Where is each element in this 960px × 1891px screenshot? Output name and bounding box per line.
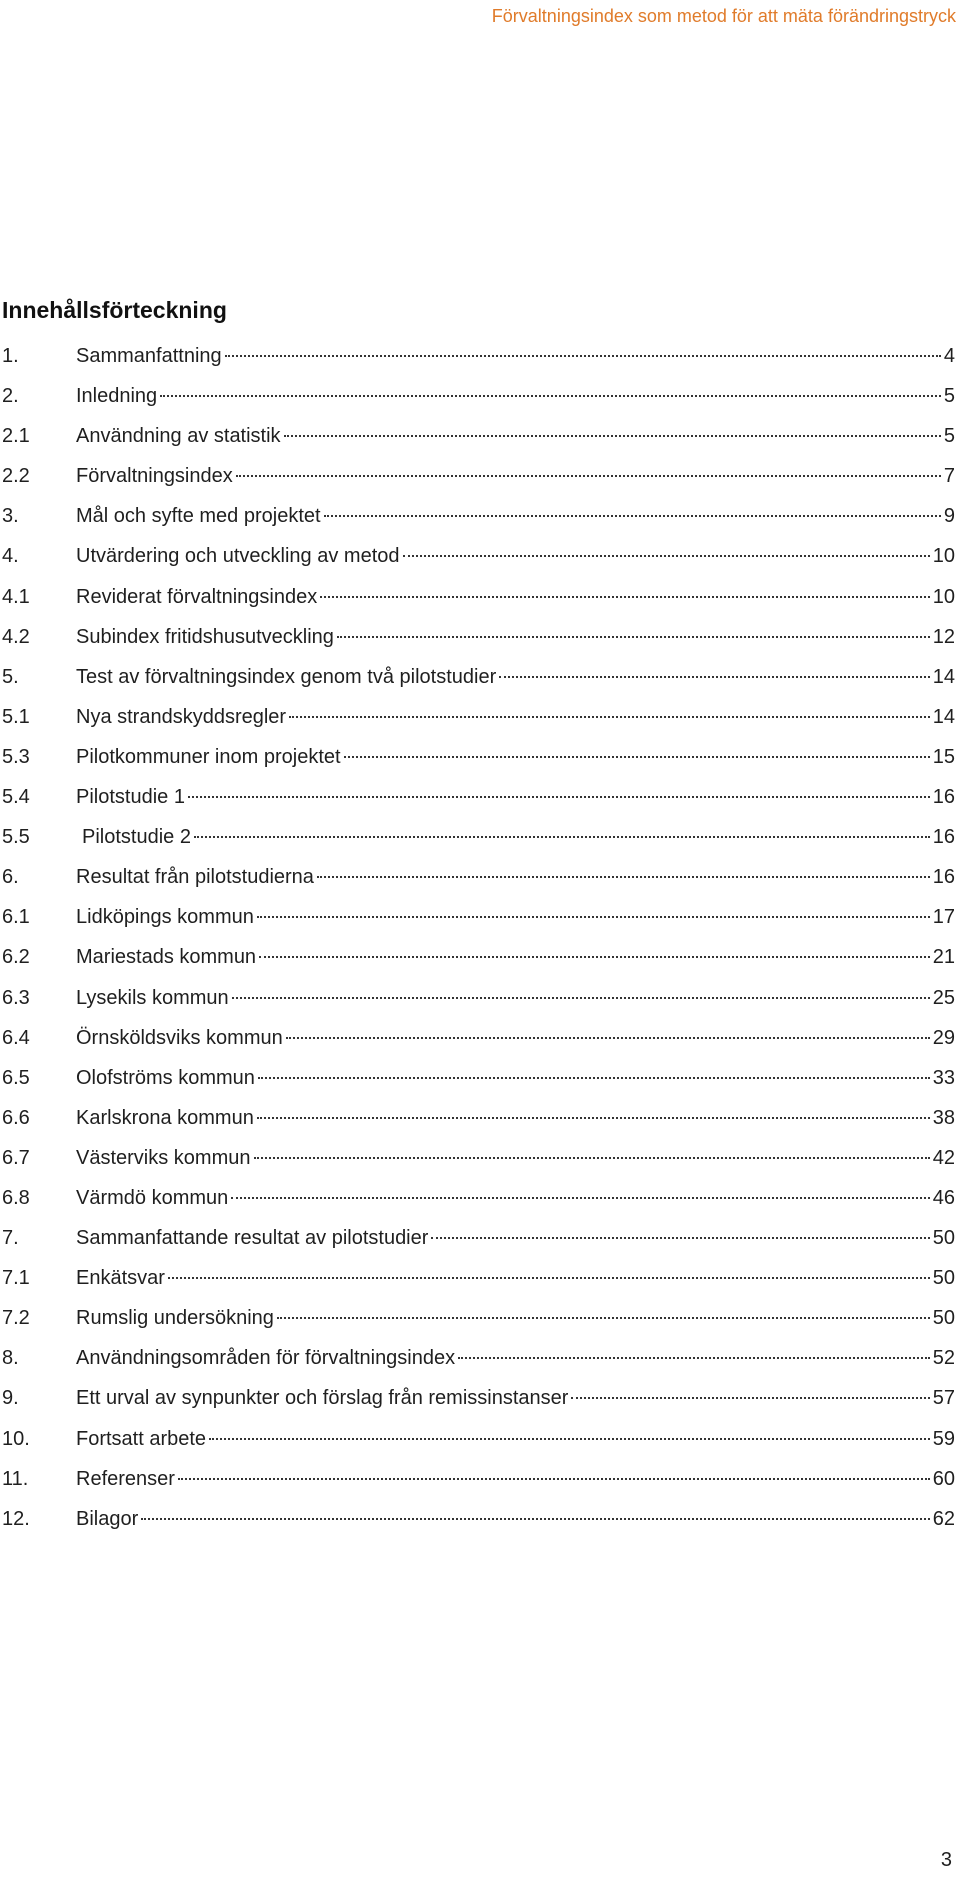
toc-entry-label: Användning av statistik: [76, 425, 281, 448]
toc-dot-leader: [258, 1077, 930, 1079]
toc-dot-leader: [289, 716, 930, 718]
toc-entry-number: 6.3: [2, 986, 30, 1009]
toc-entry-page: 10: [932, 585, 955, 608]
toc-entry-page: 50: [932, 1307, 955, 1330]
toc-entry[interactable]: [2, 496, 955, 536]
toc-dot-leader: [257, 1117, 930, 1119]
toc-entry-number: 6.6: [2, 1106, 30, 1129]
toc-entry-page: 21: [932, 946, 955, 969]
toc-entry-page: 42: [932, 1146, 955, 1169]
toc-entry-label: Lidköpings kommun: [76, 906, 254, 929]
toc-entry-page: 14: [932, 705, 955, 728]
toc-entry[interactable]: [2, 1378, 955, 1418]
toc-entry-number: 5.1: [2, 705, 30, 728]
toc-entry-page: 7: [943, 465, 955, 488]
toc-entry[interactable]: [2, 1459, 955, 1499]
toc-entry-label: Karlskrona kommun: [76, 1106, 254, 1129]
toc-entry[interactable]: [2, 1178, 955, 1218]
toc-entry-page: 16: [932, 826, 955, 849]
toc-entry[interactable]: [2, 336, 955, 376]
toc-entry-number: 12.: [2, 1507, 30, 1530]
toc-entry-page: 25: [932, 986, 955, 1009]
toc-entry-page: 57: [932, 1387, 955, 1410]
toc-entry[interactable]: [2, 536, 955, 576]
toc-entry-page: 10: [932, 545, 955, 568]
toc-entry-label: Ett urval av synpunkter och förslag från remissinstanser: [76, 1387, 569, 1410]
toc-entry-number: 11.: [2, 1467, 29, 1490]
toc-entry-number: 2.: [2, 385, 19, 408]
toc-dot-leader: [458, 1357, 930, 1359]
page-number: 3: [940, 1849, 952, 1871]
toc-entry-page: 12: [932, 625, 955, 648]
toc-entry-number: 5.5: [2, 826, 30, 849]
toc-entry[interactable]: [2, 1258, 955, 1298]
toc-dot-leader: [225, 355, 941, 357]
toc-entry-label: Rumslig undersökning: [76, 1307, 274, 1330]
toc-dot-leader: [160, 395, 941, 397]
toc-entry-label: Mariestads kommun: [76, 946, 257, 969]
toc-entry-label: Örnsköldsviks kommun: [76, 1026, 283, 1049]
running-header: Förvaltningsindex som metod för att mäta förändringstryck: [491, 6, 956, 26]
toc-title: Innehållsförteckning: [2, 297, 227, 323]
toc-entry-page: 29: [932, 1026, 955, 1049]
toc-entry-number: 4.1: [2, 585, 30, 608]
toc-entry[interactable]: [2, 1058, 955, 1098]
toc-entry[interactable]: [2, 937, 955, 977]
toc-entry[interactable]: [2, 376, 955, 416]
toc-entry[interactable]: [2, 657, 955, 697]
toc-entry[interactable]: [2, 978, 955, 1018]
toc-dot-leader: [209, 1438, 930, 1440]
toc-entry-page: 46: [932, 1186, 955, 1209]
toc-entry-label: Inledning: [76, 385, 158, 408]
toc-entry-page: 62: [932, 1507, 955, 1530]
toc-entry-number: 4.: [2, 545, 19, 568]
toc-entry-label: Förvaltningsindex: [76, 465, 233, 488]
toc-entry-number: 5.3: [2, 745, 30, 768]
toc-dot-leader: [168, 1277, 930, 1279]
toc-dot-leader: [431, 1237, 929, 1239]
toc-dot-leader: [403, 555, 930, 557]
toc-entry-label: Bilagor: [76, 1507, 139, 1530]
toc-dot-leader: [284, 435, 941, 437]
toc-entry-label: Referenser: [76, 1467, 175, 1490]
toc-dot-leader: [257, 916, 930, 918]
toc-entry-label: Lysekils kommun: [76, 986, 229, 1009]
toc-entry[interactable]: [2, 897, 955, 937]
toc-entry-page: 59: [932, 1427, 955, 1450]
toc-dot-leader: [337, 636, 930, 638]
toc-entry[interactable]: [2, 416, 955, 456]
toc-entry-number: 8.: [2, 1347, 19, 1370]
toc-entry[interactable]: [2, 1018, 955, 1058]
toc-entry-number: 9.: [2, 1387, 19, 1410]
toc-entry[interactable]: [2, 857, 955, 897]
toc-entry-label: Pilotkommuner inom projektet: [76, 745, 341, 768]
toc-entry-page: 17: [932, 906, 955, 929]
toc-entry[interactable]: [2, 697, 955, 737]
toc-dot-leader: [188, 796, 930, 798]
toc-dot-leader: [344, 756, 930, 758]
toc-entry-number: 1.: [2, 345, 19, 367]
toc-dot-leader: [236, 475, 941, 477]
toc-entry-number: 7.2: [2, 1307, 30, 1330]
toc-entry-number: 6.4: [2, 1026, 30, 1049]
toc-dot-leader: [232, 997, 930, 999]
toc-entry-number: 7.: [2, 1227, 19, 1250]
toc-entry[interactable]: [2, 617, 955, 657]
toc-dot-leader: [277, 1317, 930, 1319]
toc-entry-number: 5.: [2, 665, 19, 688]
toc-dot-leader: [571, 1397, 929, 1399]
toc-entry-label: Olofströms kommun: [76, 1066, 255, 1089]
toc-dot-leader: [254, 1157, 930, 1159]
toc-entry-label: Utvärdering och utveckling av metod: [76, 545, 400, 568]
toc-dot-leader: [178, 1478, 930, 1480]
toc-entry-label: Enkätsvar: [76, 1267, 165, 1290]
toc-entry-number: 10.: [2, 1427, 30, 1450]
toc-dot-leader: [286, 1037, 930, 1039]
toc-entry[interactable]: [2, 1298, 955, 1338]
toc-entry-label: Värmdö kommun: [76, 1186, 229, 1209]
toc-dot-leader: [317, 876, 930, 878]
toc-entry-number: 3.: [2, 505, 19, 528]
toc-entry[interactable]: [2, 1218, 955, 1258]
toc-entry-label: Subindex fritidshusutveckling: [76, 625, 334, 648]
toc-entry-page: 5: [943, 385, 955, 408]
toc-entry-label: Västerviks kommun: [76, 1146, 251, 1169]
toc-entry-page: 16: [932, 786, 955, 809]
toc-entry[interactable]: [2, 577, 955, 617]
toc-entry[interactable]: [2, 817, 955, 857]
toc-entry-number: 6.7: [2, 1146, 30, 1169]
toc-entry-page: 4: [943, 345, 955, 367]
toc-entry[interactable]: [2, 1338, 955, 1378]
toc-entry-label: Resultat från pilotstudierna: [76, 866, 314, 889]
toc-entry-page: 50: [932, 1267, 955, 1290]
toc-entry-page: 16: [932, 866, 955, 889]
toc-entry-page: 38: [932, 1106, 955, 1129]
toc-entry[interactable]: [2, 1138, 955, 1178]
toc-entry-label: Användningsområden för förvaltningsindex: [76, 1347, 456, 1370]
toc-entry-number: 6.8: [2, 1186, 30, 1209]
toc-entry-page: 15: [932, 745, 955, 768]
toc-entry-number: 2.1: [2, 425, 30, 448]
toc-entry-number: 2.2: [2, 465, 30, 488]
toc-dot-leader: [499, 676, 930, 678]
toc-entry-number: 6.5: [2, 1066, 30, 1089]
toc-entry[interactable]: [2, 737, 955, 777]
toc-entry[interactable]: [2, 777, 955, 817]
toc-entry-label: Pilotstudie 2: [82, 826, 191, 849]
toc-entry-number: 7.1: [2, 1267, 30, 1290]
toc-entry-label: Fortsatt arbete: [76, 1427, 207, 1450]
toc-entry-label: Pilotstudie 1: [76, 786, 185, 809]
toc-entry-page: 14: [932, 665, 955, 688]
toc-entry-page: 52: [932, 1347, 955, 1370]
toc-dot-leader: [320, 596, 930, 598]
toc-entry[interactable]: [2, 1419, 955, 1459]
toc-entry-label: Test av förvaltningsindex genom två pilotstudier: [76, 665, 497, 688]
toc-entry[interactable]: [2, 1098, 955, 1138]
toc-entry-label: Mål och syfte med projektet: [76, 505, 321, 528]
toc-entry[interactable]: [2, 456, 955, 496]
toc-list: [2, 336, 955, 1539]
toc-dot-leader: [259, 956, 930, 958]
toc-entry-page: 50: [932, 1227, 955, 1250]
toc-entry-page: 60: [932, 1467, 955, 1490]
toc-entry-page: 9: [943, 505, 955, 528]
toc-entry-number: 6.2: [2, 946, 30, 969]
toc-dot-leader: [324, 515, 941, 517]
toc-entry[interactable]: [2, 1499, 955, 1539]
toc-entry-page: 5: [943, 425, 955, 448]
toc-entry-number: 5.4: [2, 786, 30, 809]
toc-entry-label: Nya strandskyddsregler: [76, 705, 287, 728]
toc-dot-leader: [231, 1197, 929, 1199]
toc-entry-number: 6.: [2, 866, 19, 889]
toc-entry-page: 33: [932, 1066, 955, 1089]
toc-entry-number: 6.1: [2, 906, 30, 929]
toc-entry-label: Sammanfattande resultat av pilotstudier: [76, 1227, 429, 1250]
toc-entry-label: Reviderat förvaltningsindex: [76, 585, 318, 608]
toc-dot-leader: [141, 1518, 929, 1520]
toc-dot-leader: [194, 836, 930, 838]
toc-entry-label: Sammanfattning: [76, 345, 222, 367]
toc-entry-number: 4.2: [2, 625, 30, 648]
